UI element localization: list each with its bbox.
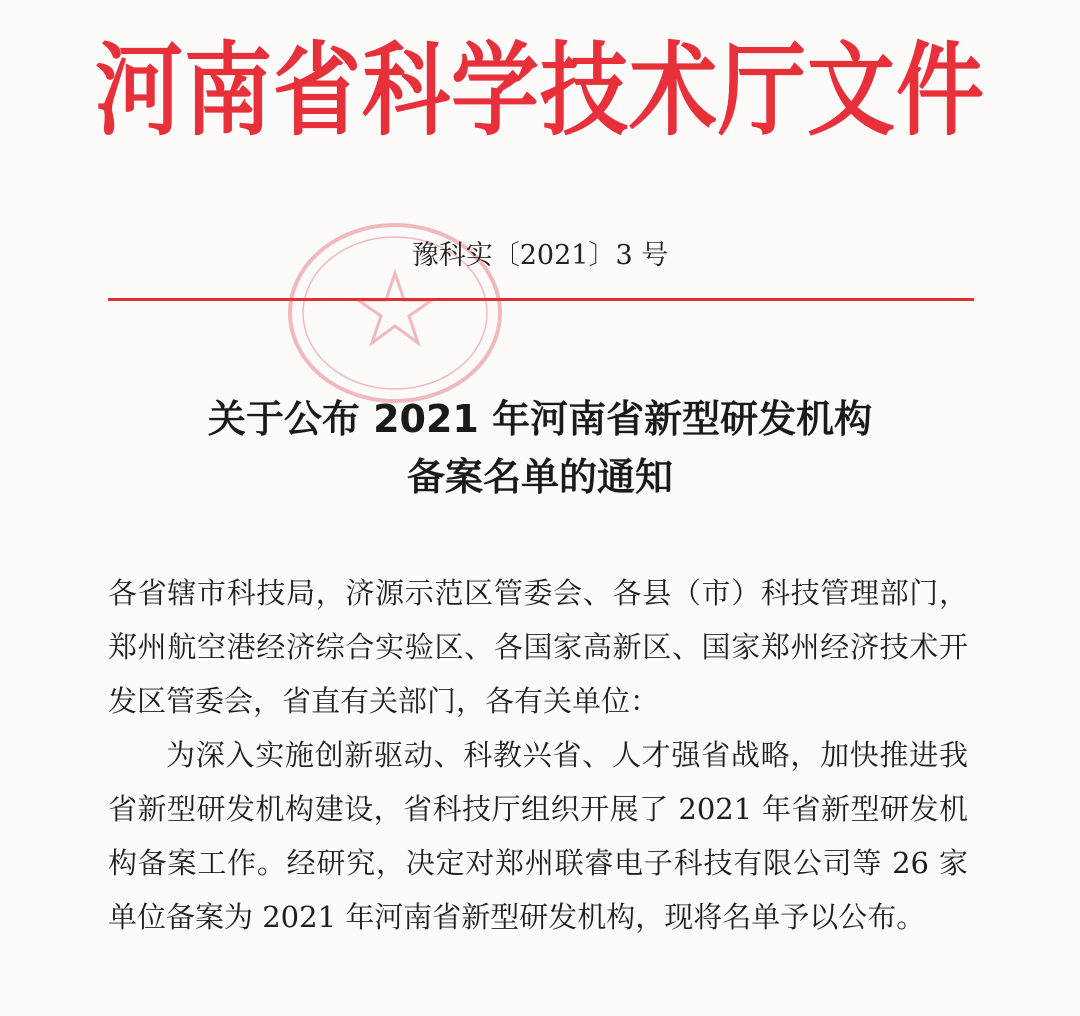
body-paragraph: 为深入实施创新驱动、科教兴省、人才强省战略，加快推进我省新型研发机构建设，省科技厅组织开展了 2021 年省新型研发机构备案工作。经研究，决定对郑州联睿电子科技有限公司等 26 家单位备案为 2021 年河南省新型研发机构，现将名单予以公布。 (108, 738, 968, 934)
document-body (108, 566, 968, 944)
document-number: 豫科实〔2021〕3 号 (411, 240, 669, 271)
title-line: 关于公布 2021 年河南省新型研发机构 (207, 397, 873, 441)
document-masthead: 河南省科学技术厅文件 (94, 31, 985, 150)
addressees-paragraph: 各省辖市科技局，济源示范区管委会、各县（市）科技管理部门，郑州航空港经济综合实验区、各国家高新区、国家郑州经济技术开发区管委会，省直有关部门，各有关单位： (108, 576, 968, 718)
document-title (0, 390, 1080, 506)
red-divider-line (108, 298, 974, 301)
title-line: 备案名单的通知 (406, 455, 673, 499)
